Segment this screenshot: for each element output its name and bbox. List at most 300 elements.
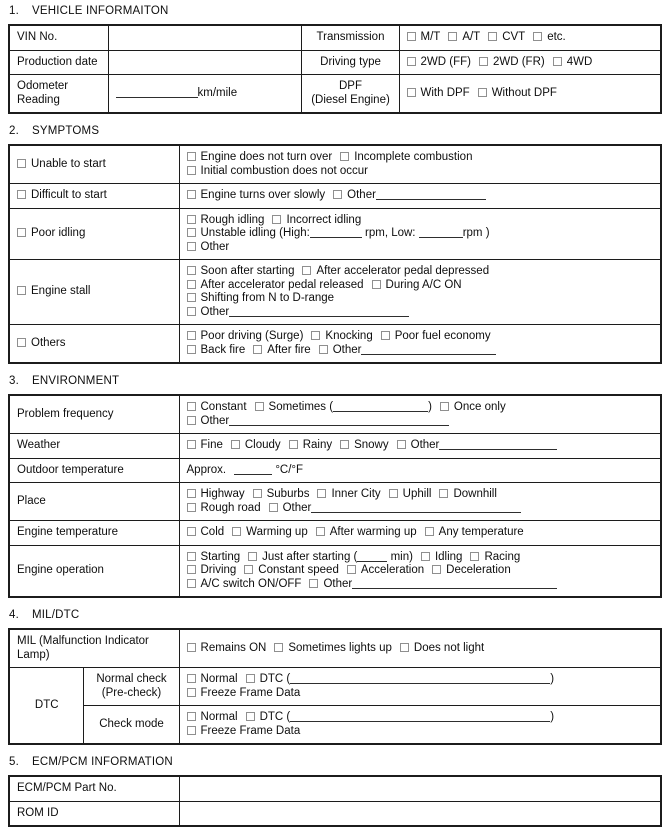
checkbox[interactable] xyxy=(425,527,434,536)
checkbox[interactable] xyxy=(187,565,196,574)
checkbox-label: Any temperature xyxy=(438,526,524,538)
table-row xyxy=(9,434,661,459)
checkbox[interactable] xyxy=(333,190,342,199)
checkbox-option xyxy=(187,165,368,177)
checkbox-option xyxy=(407,87,470,99)
checkbox-option xyxy=(289,439,332,451)
checkbox[interactable] xyxy=(302,266,311,275)
fill-in-line[interactable] xyxy=(311,509,521,513)
checkbox[interactable] xyxy=(274,643,283,652)
checkbox[interactable] xyxy=(187,674,196,683)
checkbox[interactable] xyxy=(187,643,196,652)
checkbox[interactable] xyxy=(397,440,406,449)
form-line xyxy=(187,279,655,293)
checkbox-option xyxy=(246,711,291,723)
text-segment: Place xyxy=(17,494,46,507)
text-segment: ) xyxy=(428,401,432,413)
checkbox-label: 2WD (FR) xyxy=(492,55,545,68)
form-line xyxy=(91,673,173,687)
fill-in-line[interactable] xyxy=(333,408,428,412)
checkbox-label: Constant speed xyxy=(258,564,339,576)
section-title: SYMPTOMS xyxy=(32,125,100,137)
form-line xyxy=(187,502,655,516)
checkbox-option xyxy=(231,439,281,451)
table-row xyxy=(9,629,661,668)
checkbox-label: Without DPF xyxy=(491,86,557,99)
checkbox[interactable] xyxy=(340,440,349,449)
checkbox-label: Others xyxy=(31,336,66,349)
checkbox[interactable] xyxy=(246,674,255,683)
label-cell xyxy=(9,184,179,209)
form-line xyxy=(17,526,173,540)
form-line xyxy=(91,718,173,732)
ecm-pcm-part-no-input[interactable] xyxy=(179,776,661,801)
checkbox-label: Incomplete combustion xyxy=(354,151,473,163)
form-line xyxy=(187,711,655,725)
checkbox-option xyxy=(187,439,223,451)
dtc-label xyxy=(9,668,83,745)
checkbox[interactable] xyxy=(187,688,196,697)
checkbox-label: Does not light xyxy=(413,641,485,654)
rom-id-input[interactable] xyxy=(179,801,661,826)
table-row xyxy=(9,458,661,483)
form-line xyxy=(309,80,393,94)
checkbox[interactable] xyxy=(253,345,262,354)
form-line xyxy=(187,344,655,358)
checkbox-label: Normal xyxy=(200,673,238,685)
form-line xyxy=(187,725,655,739)
checkbox[interactable] xyxy=(232,527,241,536)
checkbox-option xyxy=(448,31,480,43)
checkbox[interactable] xyxy=(253,489,262,498)
form-line xyxy=(17,94,102,108)
checkbox[interactable] xyxy=(17,190,26,199)
text-segment: VIN No. xyxy=(17,31,58,43)
form-line xyxy=(187,687,655,701)
checkbox-label: Other xyxy=(347,189,376,201)
checkbox-label: Remains ON xyxy=(200,641,267,654)
checkbox[interactable] xyxy=(231,440,240,449)
text-segment: Transmission xyxy=(316,31,385,43)
checkbox-option xyxy=(187,279,364,291)
checkbox[interactable] xyxy=(553,57,562,66)
form-line xyxy=(309,94,393,108)
section-heading xyxy=(9,374,660,388)
checkbox[interactable] xyxy=(187,152,196,161)
checkbox[interactable] xyxy=(246,712,255,721)
form-line xyxy=(407,87,655,101)
checkbox-label: Unable to start xyxy=(31,157,106,170)
checkbox[interactable] xyxy=(248,552,257,561)
checkbox-option xyxy=(187,526,225,538)
checkbox-label: Other xyxy=(410,439,440,451)
section-heading xyxy=(9,124,660,138)
checkbox[interactable] xyxy=(533,32,542,41)
section-number: 5. xyxy=(9,756,19,768)
transmission-label xyxy=(301,25,399,50)
checkbox-label: 4WD xyxy=(566,55,593,68)
odometer-input[interactable] xyxy=(108,75,301,114)
checkbox-option xyxy=(478,87,557,99)
checkbox-option xyxy=(397,439,440,451)
text-segment: Check mode xyxy=(99,717,164,730)
checkbox[interactable] xyxy=(421,552,430,561)
production-date-input[interactable] xyxy=(108,50,301,75)
table-row xyxy=(9,75,661,114)
form-line xyxy=(17,464,173,478)
checkbox[interactable] xyxy=(319,345,328,354)
checkbox-label: Highway xyxy=(200,488,245,500)
checkbox-label: Other xyxy=(200,305,230,318)
checkbox[interactable] xyxy=(381,331,390,340)
checkbox[interactable] xyxy=(17,228,26,237)
form-line xyxy=(17,649,173,663)
checkbox-option xyxy=(187,415,230,427)
checkbox-label: Sometimes ( xyxy=(268,401,334,413)
checkbox-label: CVT xyxy=(502,31,526,43)
form-line xyxy=(17,495,173,509)
fill-in-line[interactable] xyxy=(229,422,449,426)
checkbox[interactable] xyxy=(407,88,416,97)
checkbox-option xyxy=(187,292,335,304)
checkbox[interactable] xyxy=(272,215,281,224)
checkbox-option xyxy=(319,344,362,356)
text-segment: rpm ) xyxy=(462,227,490,239)
checkbox-label: After warming up xyxy=(329,526,417,538)
fill-in-line[interactable] xyxy=(290,718,550,722)
table-row xyxy=(9,25,661,50)
checkbox[interactable] xyxy=(187,726,196,735)
checkbox[interactable] xyxy=(309,579,318,588)
driving-type-label xyxy=(301,50,399,75)
label-cell xyxy=(9,208,179,260)
checkbox-label: Downhill xyxy=(453,488,497,500)
form-line xyxy=(17,807,173,821)
label-cell xyxy=(9,145,179,184)
checkbox-option xyxy=(253,488,310,500)
checkbox-label: DTC ( xyxy=(259,711,291,723)
section-number: 2. xyxy=(9,125,19,137)
checkbox[interactable] xyxy=(187,345,196,354)
table-row xyxy=(9,776,661,801)
form-line xyxy=(187,292,655,306)
table-row xyxy=(9,208,661,260)
checkbox[interactable] xyxy=(317,489,326,498)
form-line xyxy=(17,782,173,796)
form-line xyxy=(187,578,655,592)
form-line xyxy=(187,551,655,565)
vin-input[interactable] xyxy=(108,25,301,50)
text-segment: ) xyxy=(550,673,555,685)
text-segment: Outdoor temperature xyxy=(17,463,124,476)
form-line xyxy=(17,439,173,453)
checkbox-label: Engine turns over slowly xyxy=(200,189,326,201)
checkbox-option xyxy=(311,330,372,342)
checkbox-option xyxy=(317,488,380,500)
checkbox[interactable] xyxy=(255,402,264,411)
checkbox-label: With DPF xyxy=(420,86,470,99)
table-row xyxy=(9,668,661,706)
checkbox[interactable] xyxy=(17,159,26,168)
checkbox-option xyxy=(432,564,511,576)
checkbox-option xyxy=(347,564,424,576)
text-segment: ROM ID xyxy=(17,806,59,819)
text-segment: km/mile xyxy=(197,86,238,99)
checkbox-option xyxy=(187,488,245,500)
checkbox-label: Constant xyxy=(200,401,247,413)
checkbox[interactable] xyxy=(187,489,196,498)
table-row xyxy=(9,325,661,364)
table-row xyxy=(9,706,661,745)
checkbox-label: Other xyxy=(282,501,312,514)
checkbox-label: Other xyxy=(323,577,353,590)
checkbox-option xyxy=(381,330,491,342)
checkbox-option xyxy=(389,488,432,500)
form-line xyxy=(187,439,655,453)
section-number: 1. xyxy=(9,5,19,17)
checkbox[interactable] xyxy=(289,440,298,449)
checkbox[interactable] xyxy=(187,402,196,411)
checkbox[interactable] xyxy=(187,440,196,449)
checkbox[interactable] xyxy=(187,503,196,512)
checkbox-option xyxy=(187,227,310,239)
section-number: 4. xyxy=(9,609,19,621)
fill-in-line[interactable] xyxy=(357,558,387,562)
form-line xyxy=(187,227,655,241)
checkbox-option xyxy=(187,551,241,563)
table-row xyxy=(9,50,661,75)
content-cell xyxy=(399,25,661,50)
text-segment: Lamp) xyxy=(17,648,50,661)
checkbox[interactable] xyxy=(439,489,448,498)
fill-in-line[interactable] xyxy=(439,446,557,450)
checkbox[interactable] xyxy=(269,503,278,512)
form-line xyxy=(187,151,655,165)
checkbox[interactable] xyxy=(187,416,196,425)
checkbox-label: Normal xyxy=(200,711,238,723)
fill-in-line[interactable] xyxy=(290,680,550,684)
section-heading xyxy=(9,4,660,18)
checkbox-option xyxy=(407,56,471,68)
content-cell xyxy=(179,395,661,434)
checkbox-label: Idling xyxy=(434,550,463,563)
form-line xyxy=(187,464,655,478)
fill-in-line[interactable] xyxy=(419,234,463,238)
text-segment: (Diesel Engine) xyxy=(311,93,390,106)
content-cell xyxy=(179,668,661,706)
checkbox-option xyxy=(17,227,85,239)
content-cell xyxy=(179,483,661,521)
checkbox-label: 2WD (FF) xyxy=(420,55,471,68)
content-cell xyxy=(179,325,661,364)
checkbox[interactable] xyxy=(187,215,196,224)
checkbox-label: Soon after starting xyxy=(200,265,295,277)
checkbox-label: Fine xyxy=(200,439,223,451)
text-segment: min) xyxy=(387,550,413,563)
checkbox-label: Snowy xyxy=(354,439,389,451)
form-line xyxy=(17,227,173,241)
checkbox-option xyxy=(187,564,237,576)
checkbox[interactable] xyxy=(187,552,196,561)
form-line xyxy=(187,564,655,578)
checkbox-option xyxy=(316,526,417,538)
form-line xyxy=(187,330,655,344)
form-line xyxy=(91,687,173,701)
table-row xyxy=(9,184,661,209)
checkbox-option xyxy=(187,344,246,356)
content-cell xyxy=(179,434,661,459)
form-line xyxy=(187,401,655,415)
checkbox[interactable] xyxy=(488,32,497,41)
checkbox-label: Cloudy xyxy=(244,439,281,451)
section-heading xyxy=(9,755,660,769)
fill-in-line[interactable] xyxy=(229,313,409,317)
fill-in-line[interactable] xyxy=(376,196,486,200)
form-line xyxy=(187,265,655,279)
checkbox[interactable] xyxy=(372,280,381,289)
form-line xyxy=(309,56,393,70)
checkbox[interactable] xyxy=(187,266,196,275)
checkbox[interactable] xyxy=(470,552,479,561)
checkbox-option xyxy=(187,673,238,685)
checkbox-option xyxy=(187,687,301,699)
checkbox[interactable] xyxy=(17,338,26,347)
form-line xyxy=(17,56,102,70)
checkbox-label: Incorrect idling xyxy=(286,213,362,226)
fill-in-line[interactable] xyxy=(234,471,272,475)
checkbox-option xyxy=(248,551,357,563)
checkbox[interactable] xyxy=(187,579,196,588)
form-line xyxy=(407,31,655,45)
form-line xyxy=(187,642,655,656)
checkbox[interactable] xyxy=(311,331,320,340)
label-cell xyxy=(9,325,179,364)
checkbox-label: Poor driving (Surge) xyxy=(200,330,304,342)
checkbox[interactable] xyxy=(187,166,196,175)
checkbox[interactable] xyxy=(187,331,196,340)
checkbox-option xyxy=(187,330,304,342)
checkbox-label: Deceleration xyxy=(446,564,511,576)
fill-in-line[interactable] xyxy=(361,351,496,355)
dpf-label xyxy=(301,75,399,114)
section-title: MIL/DTC xyxy=(32,609,80,621)
checkbox-option xyxy=(272,214,361,226)
checkbox[interactable] xyxy=(187,280,196,289)
checkbox[interactable] xyxy=(407,32,416,41)
checkbox[interactable] xyxy=(187,712,196,721)
checkbox-option xyxy=(340,151,472,163)
section-number: 3. xyxy=(9,375,19,387)
text-segment: Normal check xyxy=(96,673,167,685)
checkbox-option xyxy=(533,31,566,43)
section-heading xyxy=(9,608,660,622)
content-cell xyxy=(179,184,661,209)
checkbox-option xyxy=(244,564,339,576)
checkbox[interactable] xyxy=(187,527,196,536)
content-cell xyxy=(399,50,661,75)
checkbox-label: Rough idling xyxy=(200,213,265,226)
checkbox-option xyxy=(253,344,310,356)
checkbox[interactable] xyxy=(347,565,356,574)
content-cell xyxy=(179,458,661,483)
table-row xyxy=(9,801,661,826)
form-line xyxy=(17,189,173,203)
fill-in-line[interactable] xyxy=(352,585,557,589)
fill-in-line[interactable] xyxy=(310,234,362,238)
checkbox[interactable] xyxy=(187,242,196,251)
checkbox[interactable] xyxy=(187,293,196,302)
checkbox[interactable] xyxy=(448,32,457,41)
checkbox-label: Warming up xyxy=(246,526,308,538)
weather-label xyxy=(9,434,179,459)
checkbox[interactable] xyxy=(187,228,196,237)
checkbox-label: DTC ( xyxy=(259,673,291,685)
checkbox[interactable] xyxy=(187,190,196,199)
rom-id-label xyxy=(9,801,179,826)
checkbox-label: Uphill xyxy=(402,488,432,500)
fill-in-line[interactable] xyxy=(116,94,198,98)
ecm-pcm-part-no-label xyxy=(9,776,179,801)
checkbox[interactable] xyxy=(316,527,325,536)
odometer-label xyxy=(9,75,108,114)
checkbox-label: Shifting from N to D-range xyxy=(200,292,335,304)
checkbox[interactable] xyxy=(478,88,487,97)
text-segment: (Pre-check) xyxy=(101,686,162,699)
content-cell xyxy=(179,521,661,546)
checkbox-option xyxy=(187,578,302,590)
checkbox-label: Cold xyxy=(200,526,225,538)
checkbox[interactable] xyxy=(432,565,441,574)
form-line xyxy=(116,87,295,101)
content-cell xyxy=(179,208,661,260)
checkbox-option xyxy=(340,439,389,451)
checkbox-option xyxy=(269,502,312,514)
checkbox-label: Once only xyxy=(453,401,506,413)
text-segment: Weather xyxy=(17,439,61,451)
content-cell xyxy=(179,629,661,668)
checkbox[interactable] xyxy=(389,489,398,498)
checkbox[interactable] xyxy=(479,57,488,66)
checkbox[interactable] xyxy=(17,286,26,295)
form-line xyxy=(187,488,655,502)
text-segment: MIL (Malfunction Indicator xyxy=(17,635,149,647)
checkbox[interactable] xyxy=(400,643,409,652)
checkbox-label: Engine stall xyxy=(31,285,91,298)
checkbox[interactable] xyxy=(244,565,253,574)
text-segment: ) xyxy=(550,711,555,723)
checkbox-label: Initial combustion does not occur xyxy=(200,164,368,177)
form-line xyxy=(187,306,655,320)
checkbox-option xyxy=(421,551,463,563)
checkbox-option xyxy=(17,158,106,170)
checkbox-label: Other xyxy=(200,240,230,253)
checkbox[interactable] xyxy=(187,307,196,316)
checkbox[interactable] xyxy=(440,402,449,411)
checkbox-option xyxy=(187,725,301,737)
vehicle-information-table xyxy=(8,24,662,114)
checkbox-option xyxy=(400,642,484,654)
text-segment: Driving type xyxy=(320,55,381,68)
content-cell xyxy=(399,75,661,114)
checkbox[interactable] xyxy=(340,152,349,161)
checkbox-option xyxy=(479,56,545,68)
check-mode-label xyxy=(83,706,179,745)
text-segment: Reading xyxy=(17,93,60,106)
section-vehicle-information xyxy=(8,4,660,114)
checkbox-label: After accelerator pedal released xyxy=(200,278,364,291)
checkbox[interactable] xyxy=(407,57,416,66)
table-row xyxy=(9,145,661,184)
